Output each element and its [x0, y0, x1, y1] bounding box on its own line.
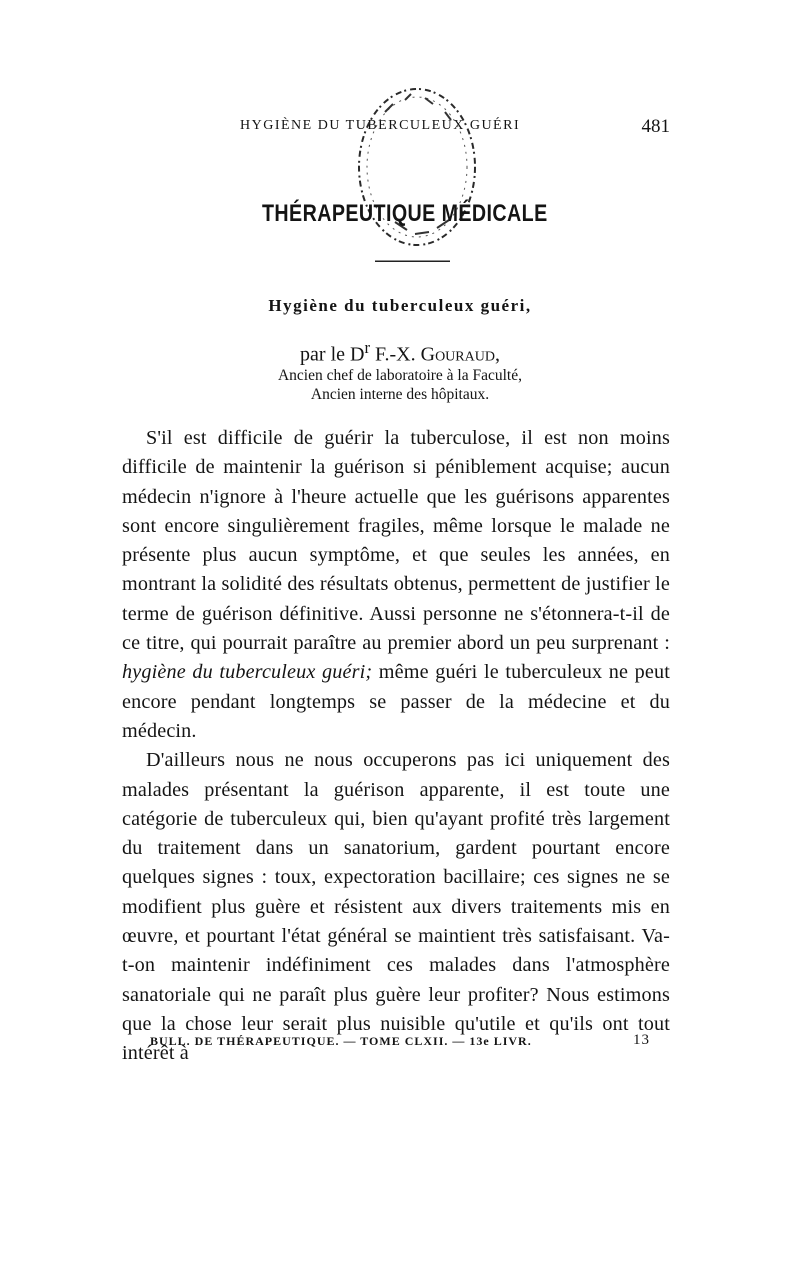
article-title: Hygiène du tuberculeux guéri, [268, 296, 532, 315]
author-name: F.-X. Gouraud, [375, 343, 500, 366]
footer-citation: BULL. DE THÉRAPEUTIQUE. — TOME CLXII. — 13e LIVR. [150, 1034, 532, 1048]
running-title: HYGIÈNE DU TUBERCULEUX GUÉRI [240, 118, 521, 133]
byline [200, 338, 600, 367]
page-number: 481 [641, 116, 670, 137]
affiliation-2: Ancien interne des hôpitaux. [310, 386, 490, 403]
library-stamp [345, 72, 495, 262]
paragraph-1 [122, 424, 670, 746]
byline-prefix: par le D [300, 343, 365, 366]
page-footer [150, 1034, 650, 1054]
affiliation-1: Ancien chef de laboratoire à la Faculté, [277, 367, 522, 384]
p1-end: même guéri le tuberculeux ne peut encore pendant longtemps se passer de la médecine et du médecin. [122, 661, 670, 742]
section-title: THÉRAPEUTIQUE MÉDICALE [262, 200, 548, 227]
article-body [122, 424, 670, 1069]
paragraph-2: D'ailleurs nous ne nous occuperons pas ici uniquement des malades présentant la guérison apparente, il est toute une catégorie de tuberculeux qui, bien qu'ayant profité très largement du traitement dans un sanatorium, gardent pourtant encore quelques signes : toux, expectoration bacillaire; ces signes ne se modifient plus guère et résistent aux divers traitements mis en œuvre, et pourtant l'état général se maintient très satisfaisant. Va-t-on maintenir indéfiniment ces malades dans l'atmosphère sanatoriale qui ne paraît plus guère leur profiter? Nous estimons que la chose leur serait plus nuisible qu'utile et qu'ils ont tout intérêt à [122, 749, 670, 1065]
p1-italic: hygiène du tuberculeux guéri; [122, 661, 373, 684]
p1-start: S'il est difficile de guérir la tuberculose, il est non moins difficile de maintenir la guérison si péniblement acquise; aucun médecin n'ignore à l'heure actuelle que les guérisons apparentes sont encore singulièrement fragiles, même lorsque le malade ne présente plus aucun symptôme, et que seules les années, en montrant la solidité des résultats obtenus, permettent de justifier le terme de guérison définitive. Aussi personne ne s'étonnera-t-il de ce titre, qui pourrait paraître au premier abord un peu surprenant : [122, 427, 670, 655]
byline-sup: r [364, 338, 370, 357]
signature-mark: 13 [633, 1032, 650, 1048]
